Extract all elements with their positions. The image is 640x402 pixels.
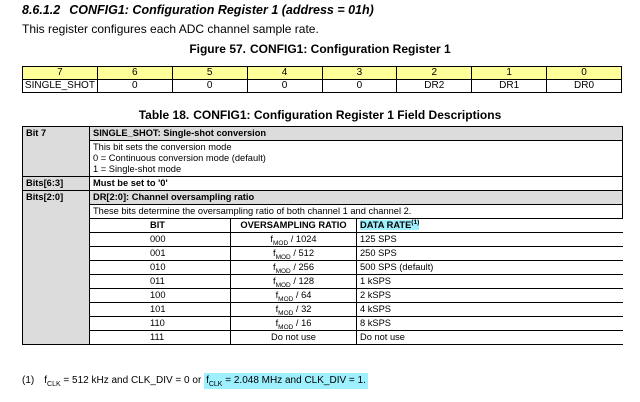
footnote-ref: (1): [411, 218, 420, 226]
osr-ratio: $f_{MOD} / 128$: [231, 275, 357, 289]
bits20-field-name: DR[2:0]: Channel oversampling ratio: [90, 191, 623, 205]
osr-row: [23, 289, 623, 303]
table-title: CONFIG1: Configuration Register 1 Field Descriptions: [193, 108, 502, 122]
section-intro: This register configures each ADC channel sample rate.: [22, 22, 319, 36]
bit-number-cell: 7: [23, 67, 98, 80]
footnote: (1) $f_{CLK} = 512$ kHz and CLK_DIV = 0 or $f_{CLK} = 2.048$ MHz and CLK_DIV = 1.: [22, 375, 366, 388]
osr-bit: 010: [90, 261, 231, 275]
osr-ratio: $f_{MOD} / 32$: [231, 303, 357, 317]
bit7-desc-row: [23, 141, 623, 177]
field-description-table: [22, 126, 623, 345]
bit-name-cell: DR2: [397, 80, 472, 93]
osr-rate: 500 SPS (default): [357, 261, 623, 275]
bits20-description: These bits determine the oversampling ratio of both channel 1 and channel 2.: [90, 205, 623, 219]
osr-row: [23, 331, 623, 345]
bit-name-row: [23, 80, 622, 93]
bits63-row: [23, 177, 623, 191]
osr-header-row: [23, 219, 623, 233]
bit7-desc-line: This bit sets the conversion mode: [93, 142, 232, 152]
footnote-mark: (1): [22, 375, 35, 386]
bits20-name-row: [23, 191, 623, 205]
figure-title: CONFIG1: Configuration Register 1: [250, 42, 451, 56]
osr-rate: 1 kSPS: [357, 275, 623, 289]
osr-header-rate: [357, 219, 623, 233]
osr-ratio: $f_{MOD} / 512$: [231, 247, 357, 261]
osr-row: [23, 261, 623, 275]
osr-rate: 4 kSPS: [357, 303, 623, 317]
bit-number-cell: 6: [97, 67, 172, 80]
bit-number-row: [23, 67, 622, 80]
bit-number-cell: 0: [547, 67, 622, 80]
table-caption: [0, 108, 640, 122]
table-number: Table 18.: [138, 108, 190, 122]
osr-bit: 001: [90, 247, 231, 261]
osr-header-bit: BIT: [90, 219, 231, 233]
osr-row: [23, 275, 623, 289]
bits63-description: Must be set to '0': [90, 177, 623, 191]
osr-bit: 111: [90, 331, 231, 345]
bit7-name-row: [23, 127, 623, 141]
osr-bit: 100: [90, 289, 231, 303]
section-title: CONFIG1: Configuration Register 1 (address = 01h): [69, 3, 374, 17]
osr-rate: 250 SPS: [357, 247, 623, 261]
register-bit-table: [22, 66, 622, 93]
bit7-desc-line: 0 = Continuous conversion mode (default): [93, 153, 266, 163]
osr-ratio: $f_{MOD} / 256$: [231, 261, 357, 275]
bit-name-cell: 0: [97, 80, 172, 93]
osr-rate: Do not use: [357, 331, 623, 345]
section-heading: [22, 3, 374, 17]
bit-number-cell: 1: [472, 67, 547, 80]
footnote-highlight: $f_{CLK} = 2.048$ MHz and CLK_DIV = 1.: [206, 375, 366, 388]
bit-number-cell: 5: [172, 67, 247, 80]
osr-header-rate-text: DATA RATE: [360, 220, 412, 230]
osr-ratio: Do not use: [231, 331, 357, 345]
bit-number-cell: 3: [322, 67, 397, 80]
bit7-desc-line: 1 = Single-shot mode: [93, 164, 182, 174]
bits63-label: Bits[6:3]: [23, 177, 90, 191]
osr-bit: 000: [90, 233, 231, 247]
bit-name-cell: 0: [322, 80, 397, 93]
figure-number: Figure 57.: [189, 42, 246, 56]
osr-rate: 2 kSPS: [357, 289, 623, 303]
bit-number-cell: 2: [397, 67, 472, 80]
bit-name-cell: DR0: [547, 80, 622, 93]
osr-header-ratio: OVERSAMPLING RATIO: [231, 219, 357, 233]
osr-row: [23, 303, 623, 317]
bits20-label: Bits[2:0]: [23, 191, 90, 345]
osr-row: [23, 317, 623, 331]
bit-number-cell: 4: [247, 67, 322, 80]
bit-name-cell: DR1: [472, 80, 547, 93]
section-number: 8.6.1.2: [22, 3, 61, 17]
bits20-desc-row: [23, 205, 623, 219]
osr-rate: 125 SPS: [357, 233, 623, 247]
osr-bit: 110: [90, 317, 231, 331]
osr-ratio: $f_{MOD} / 64$: [231, 289, 357, 303]
osr-bit: 011: [90, 275, 231, 289]
figure-caption: [0, 42, 640, 56]
bit7-field-name: SINGLE_SHOT: Single-shot conversion: [90, 127, 623, 141]
osr-row: [23, 247, 623, 261]
bit7-label: Bit 7: [23, 127, 90, 177]
osr-row: [23, 233, 623, 247]
osr-rate: 8 kSPS: [357, 317, 623, 331]
osr-bit: 101: [90, 303, 231, 317]
bit-name-cell: 0: [247, 80, 322, 93]
bit7-description: [90, 141, 623, 177]
osr-ratio: $f_{MOD} / 16$: [231, 317, 357, 331]
osr-ratio: $f_{MOD} / 1024$: [231, 233, 357, 247]
bit-name-cell: SINGLE_SHOT: [23, 80, 98, 93]
bit-name-cell: 0: [172, 80, 247, 93]
